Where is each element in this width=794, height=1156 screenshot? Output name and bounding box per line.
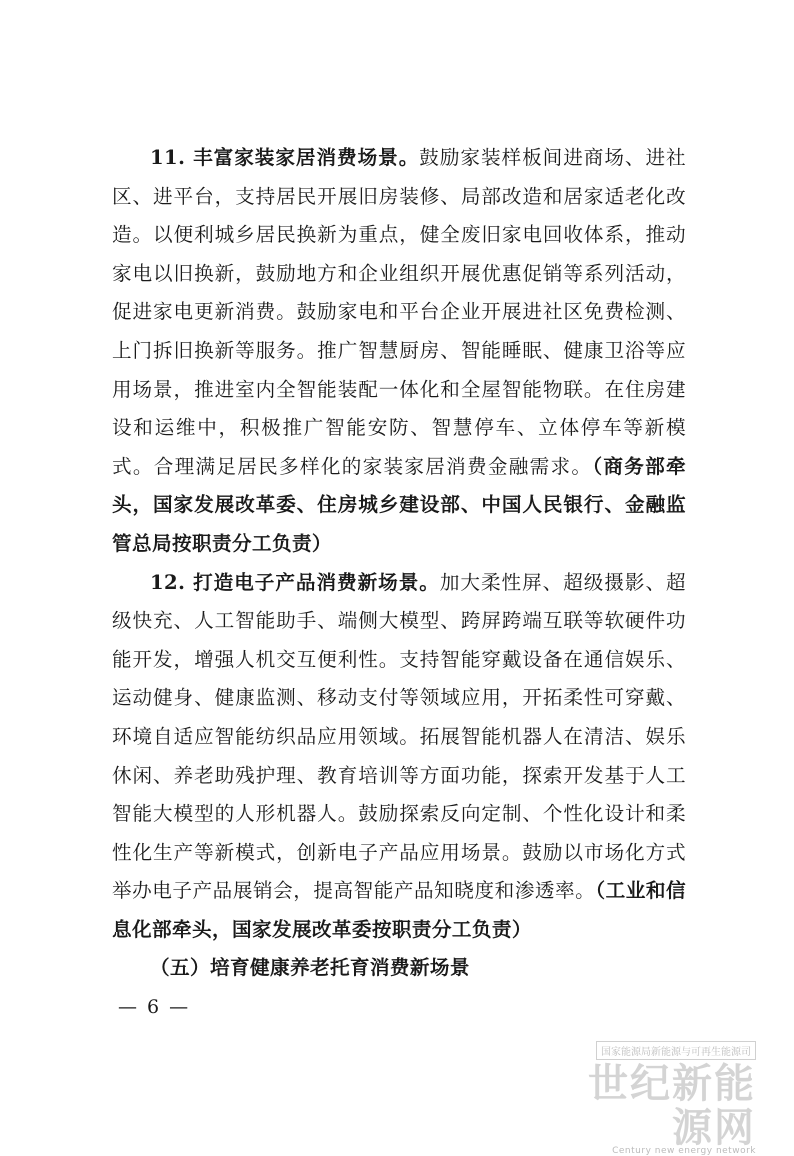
page-number: — 6 —	[118, 996, 191, 1018]
paragraph-11-heading: 11. 丰富家装家居消费场景。	[150, 146, 420, 169]
paragraph-11-body: 鼓励家装样板间进商场、进社区、进平台，支持居民开展旧房装修、局部改造和居家适老化改造。以便利城乡居民换新为重点，健全废旧家电回收体系，推动家电以旧换新，鼓励地方和企业组织开展优惠促销等系列活动，促进家电更新消费。鼓励家电和平台企业开展进社区免费检测、上门拆旧换新等服务。推广智慧厨房、智能睡眠、健康卫浴等应用场景，推进室内全智能装配一体化和全屋智能物联。在住房建设和运维中，积极推广智能安防、智慧停车、立体停车等新模式。合理满足居民多样化的家装家居消费金融需求。	[112, 146, 686, 478]
paragraph-12-heading: 12. 打造电子产品消费新场景。	[150, 570, 440, 594]
watermark-top-text: 国家能源局新能源与可再生能源司	[596, 1041, 756, 1060]
watermark-logo	[576, 1040, 756, 1156]
paragraph-12-body: 加大柔性屏、超级摄影、超级快充、人工智能助手、端侧大模型、跨屏跨端互联等软硬件功能开发，增强人机交互便利性。支持智能穿戴设备在通信娱乐、运动健身、健康监测、移动支付等领域应用，开拓柔性可穿戴、环境自适应智能纺织品应用领域。拓展智能机器人在清洁、娱乐休闲、养老助残护理、教育培训等方面功能，探索开发基于人工智能大模型的人形机器人。鼓励探索反向定制、个性化设计和柔性化生产等新模式，创新电子产品应用场景。鼓励以市场化方式举办电子产品展销会，提高智能产品知晓度和渗透率。	[112, 570, 686, 903]
paragraph-12-responsible: （工业和信息化部牵头，国家发展改革委按职责分工负责）	[112, 879, 687, 941]
paragraph-11	[112, 139, 686, 564]
document-body	[112, 139, 686, 988]
paragraph-11-responsible: （商务部牵头，国家发展改革委、住房城乡建设部、中国人民银行、金融监管总局按职责分工负责）	[112, 454, 687, 555]
watermark-sub-text: Century new energy network	[612, 1146, 756, 1156]
section-heading: （五）培育健康养老托育消费新场景	[150, 956, 470, 980]
paragraph-12	[112, 564, 686, 950]
watermark-main-text: 世纪新能源网	[588, 1060, 756, 1151]
